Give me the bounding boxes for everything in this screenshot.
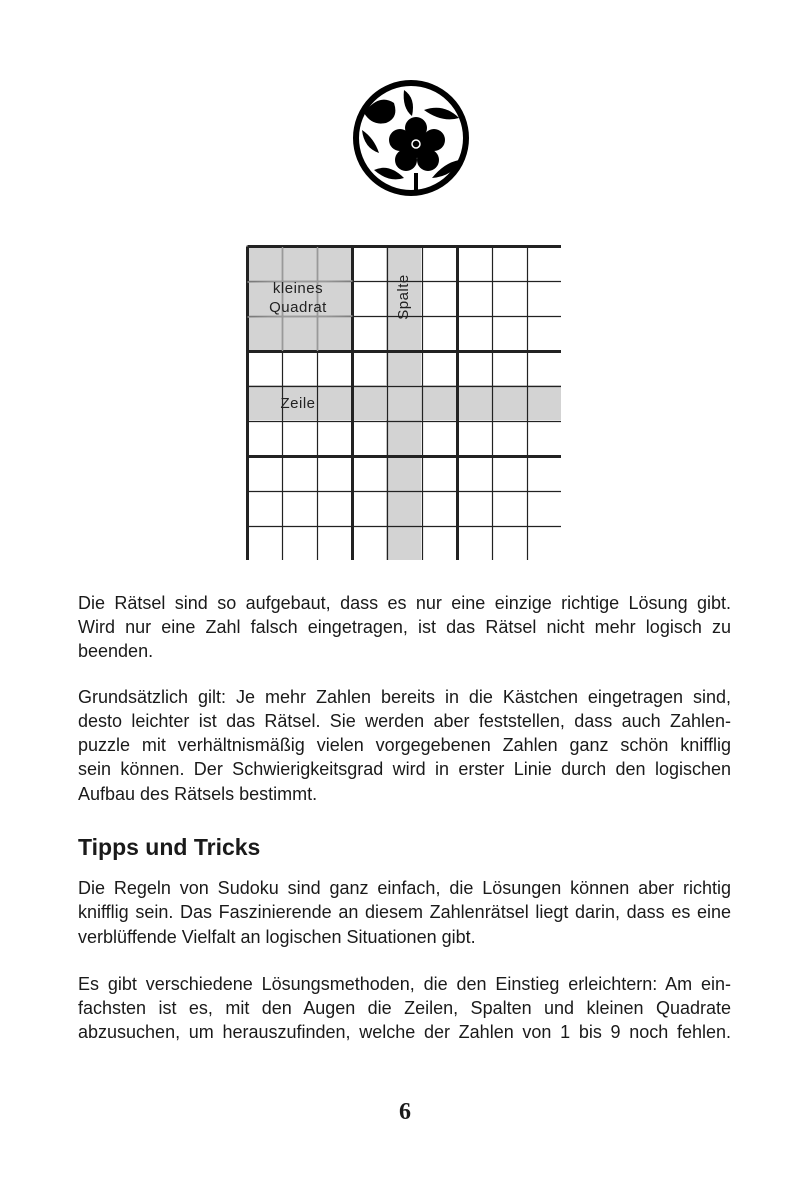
label-small-square-2: Quadrat: [269, 299, 327, 316]
text-line: Die Regeln von Sudoku sind ganz einfach, die Lösungen können aber richtig: [78, 878, 731, 898]
text-line: knifflig sein. Das Faszinierende an diesem Zahlenrätsel liegt darin, dass es eine: [78, 902, 731, 922]
text-line: Wird nur eine Zahl falsch eingetragen, ist das Rätsel nicht mehr logisch zu: [78, 617, 731, 637]
grid-line-light: [248, 316, 353, 317]
label-column: Spalte: [395, 274, 412, 320]
sudoku-diagram: [246, 245, 561, 560]
shaded-small-square: [246, 245, 351, 350]
text-line: verblüffende Vielfalt an logischen Situationen gibt.: [78, 927, 476, 947]
text-line: fachsten ist es, mit den Augen die Zeilen, Spalten und kleinen Quadrate: [78, 998, 731, 1018]
text-line: sein können. Der Schwierigkeitsgrad wird in erster Linie durch den logischen: [78, 759, 731, 779]
label-row: Zeile: [280, 395, 316, 412]
text-line: Es gibt verschiedene Lösungsmethoden, die den Einstieg erleichtern: Am ein-: [78, 974, 731, 994]
text-line: puzzle mit verhältnismäßig vielen vorgegebenen Zahlen ganz schön knifflig: [78, 735, 731, 755]
text-line: beenden.: [78, 641, 154, 661]
floral-ornament-icon: [344, 78, 478, 198]
page-number: 6: [399, 1099, 411, 1125]
text-line: Die Rätsel sind so aufgebaut, dass es nur eine einzige richtige Lösung gibt.: [78, 593, 731, 613]
text-line: Grundsätzlich gilt: Je mehr Zahlen bereits in die Kästchen eingetragen sind,: [78, 687, 731, 707]
text-line: abzusuchen, um herauszufinden, welche der Zahlen von 1 bis 9 noch fehlen.: [78, 1022, 731, 1042]
section-heading: Tipps und Tricks: [78, 834, 261, 860]
text-line: Aufbau des Rätsels bestimmt.: [78, 784, 318, 804]
label-small-square: kleines: [272, 280, 324, 297]
text-line: desto leichter ist das Rätsel. Sie werden aber feststellen, dass auch Zahlen-: [78, 711, 731, 731]
